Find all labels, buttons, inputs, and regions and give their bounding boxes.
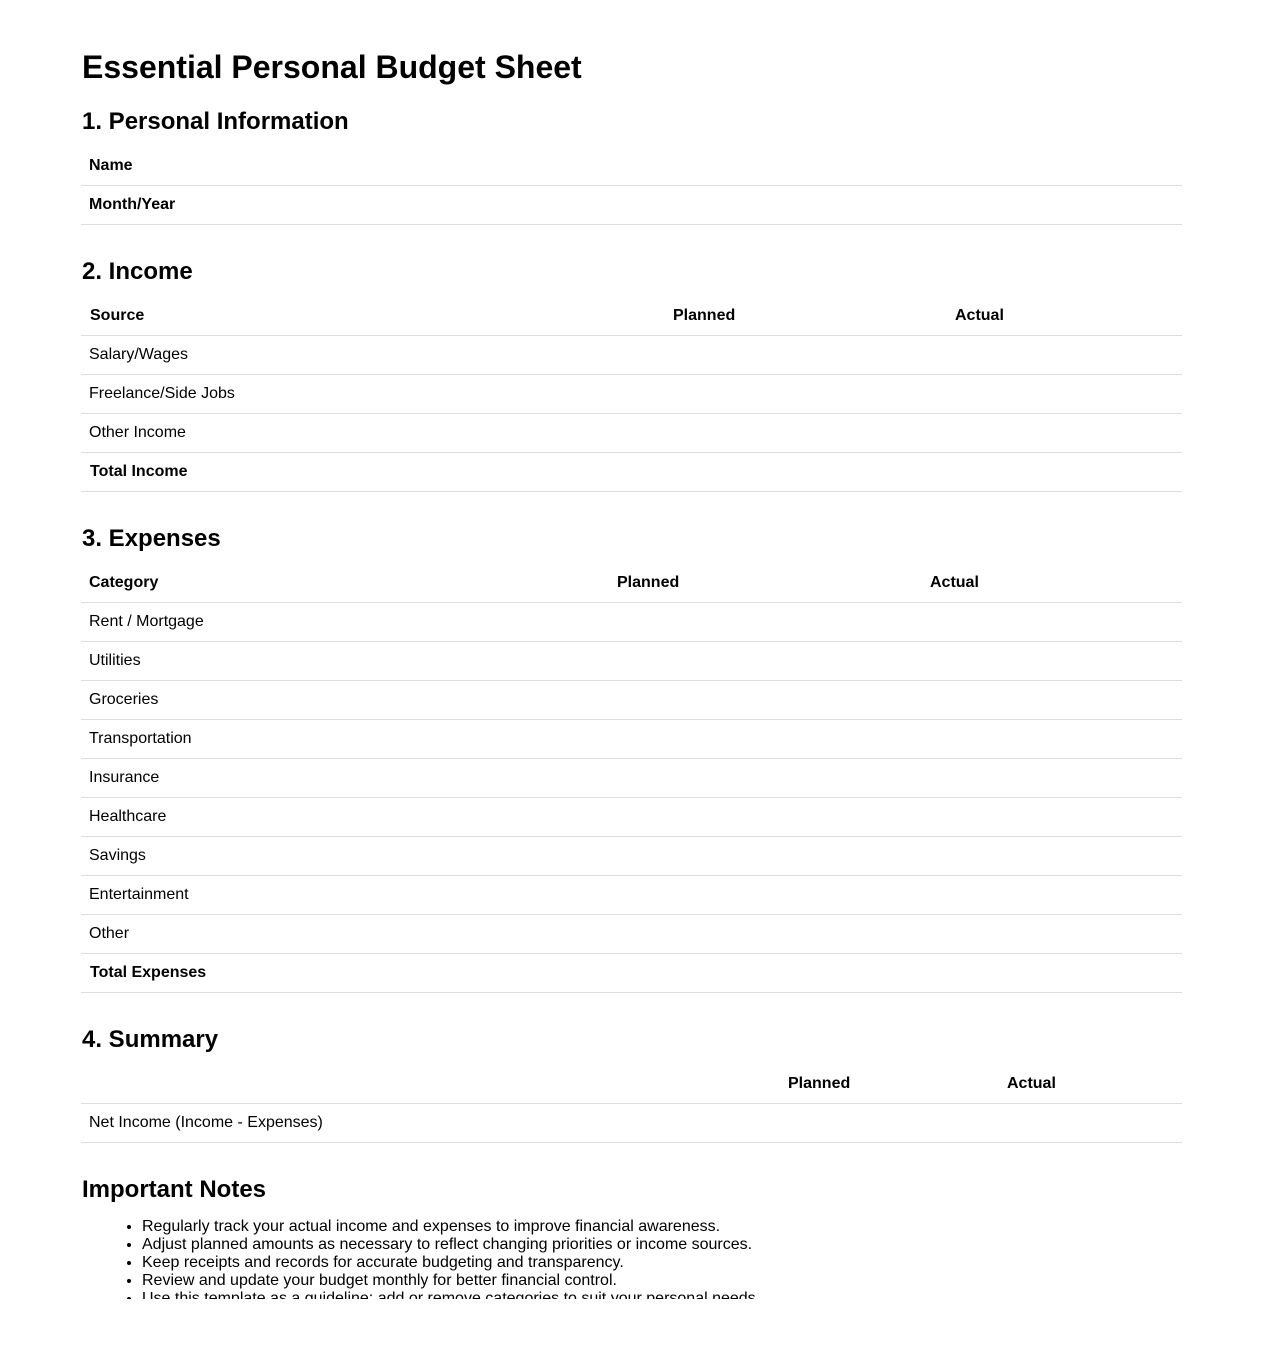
expense-actual-cell	[922, 603, 1182, 642]
expense-row-label: Utilities	[81, 642, 609, 681]
expense-row-label: Savings	[81, 837, 609, 876]
expense-row-label: Entertainment	[81, 876, 609, 915]
table-row	[81, 915, 1182, 954]
expense-planned-cell	[609, 759, 922, 798]
table-row	[81, 453, 1182, 492]
expense-planned-cell	[609, 642, 922, 681]
income-actual-cell	[947, 453, 1182, 492]
expense-planned-cell	[609, 798, 922, 837]
expense-planned-cell	[609, 837, 922, 876]
list-item: • Adjust planned amounts as necessary to reflect changing priorities or income sources.	[142, 1236, 1182, 1254]
table-row	[81, 1104, 1182, 1143]
table-row	[81, 375, 1182, 414]
expenses-header-planned: Planned	[609, 564, 922, 603]
income-row-label: Other Income	[81, 414, 665, 453]
expense-row-label: Rent / Mortgage	[81, 603, 609, 642]
income-table	[81, 297, 1182, 492]
income-heading: 2. Income	[82, 258, 193, 285]
summary-planned-cell	[780, 1104, 999, 1143]
income-actual-cell	[947, 414, 1182, 453]
table-row	[81, 798, 1182, 837]
expense-actual-cell	[922, 954, 1182, 993]
income-total-label: Total Income	[81, 453, 665, 492]
expense-row-label: Insurance	[81, 759, 609, 798]
expenses-header-category: Category	[81, 564, 609, 603]
table-header-row	[81, 564, 1182, 603]
summary-actual-cell	[999, 1104, 1182, 1143]
expense-actual-cell	[922, 915, 1182, 954]
expense-actual-cell	[922, 642, 1182, 681]
summary-heading: 4. Summary	[82, 1026, 219, 1053]
expense-planned-cell	[609, 954, 922, 993]
table-row	[81, 876, 1182, 915]
expense-actual-cell	[922, 720, 1182, 759]
summary-header-actual: Actual	[999, 1065, 1182, 1104]
table-row	[81, 837, 1182, 876]
expense-actual-cell	[922, 798, 1182, 837]
expense-planned-cell	[609, 681, 922, 720]
expense-planned-cell	[609, 720, 922, 759]
expense-row-label: Transportation	[81, 720, 609, 759]
table-row	[81, 954, 1182, 993]
expenses-header-actual: Actual	[922, 564, 1182, 603]
table-row	[81, 681, 1182, 720]
notes-list	[81, 1218, 1182, 1308]
table-row	[81, 186, 1182, 225]
table-row	[81, 414, 1182, 453]
income-header-actual: Actual	[947, 297, 1182, 336]
expense-actual-cell	[922, 876, 1182, 915]
expense-row-label: Healthcare	[81, 798, 609, 837]
list-item: • Regularly track your actual income and expenses to improve financial awareness.	[142, 1218, 1182, 1236]
expenses-heading: 3. Expenses	[82, 525, 221, 552]
expense-planned-cell	[609, 915, 922, 954]
summary-header-planned: Planned	[780, 1065, 999, 1104]
income-row-label: Salary/Wages	[81, 336, 665, 375]
page-title: Essential Personal Budget Sheet	[82, 49, 582, 85]
table-row	[81, 336, 1182, 375]
expenses-table	[81, 564, 1182, 993]
list-item: • Review and update your budget monthly for better financial control.	[142, 1272, 1182, 1290]
list-item: • Keep receipts and records for accurate budgeting and transparency.	[142, 1254, 1182, 1272]
income-actual-cell	[947, 336, 1182, 375]
expenses-total-label: Total Expenses	[81, 954, 609, 993]
table-row	[81, 720, 1182, 759]
expense-planned-cell	[609, 603, 922, 642]
table-row	[81, 759, 1182, 798]
expense-row-label: Other	[81, 915, 609, 954]
table-row	[81, 603, 1182, 642]
income-planned-cell	[665, 453, 947, 492]
income-planned-cell	[665, 375, 947, 414]
expense-actual-cell	[922, 759, 1182, 798]
expense-actual-cell	[922, 681, 1182, 720]
personal-info-table	[81, 147, 1182, 225]
name-label: Name	[81, 147, 1182, 186]
personal-info-heading: 1. Personal Information	[82, 108, 349, 135]
expense-planned-cell	[609, 876, 922, 915]
expense-row-label: Groceries	[81, 681, 609, 720]
summary-row-label: Net Income (Income - Expenses)	[81, 1104, 780, 1143]
income-planned-cell	[665, 414, 947, 453]
income-actual-cell	[947, 375, 1182, 414]
expense-actual-cell	[922, 837, 1182, 876]
summary-header-blank	[81, 1065, 780, 1104]
income-header-source: Source	[81, 297, 665, 336]
month-year-label: Month/Year	[81, 186, 1182, 225]
income-header-planned: Planned	[665, 297, 947, 336]
income-planned-cell	[665, 336, 947, 375]
viewport-clip	[0, 1299, 1263, 1361]
table-row	[81, 642, 1182, 681]
summary-table	[81, 1065, 1182, 1143]
income-row-label: Freelance/Side Jobs	[81, 375, 665, 414]
table-header-row	[81, 1065, 1182, 1104]
notes-heading: Important Notes	[82, 1176, 267, 1203]
table-row	[81, 147, 1182, 186]
table-header-row	[81, 297, 1182, 336]
